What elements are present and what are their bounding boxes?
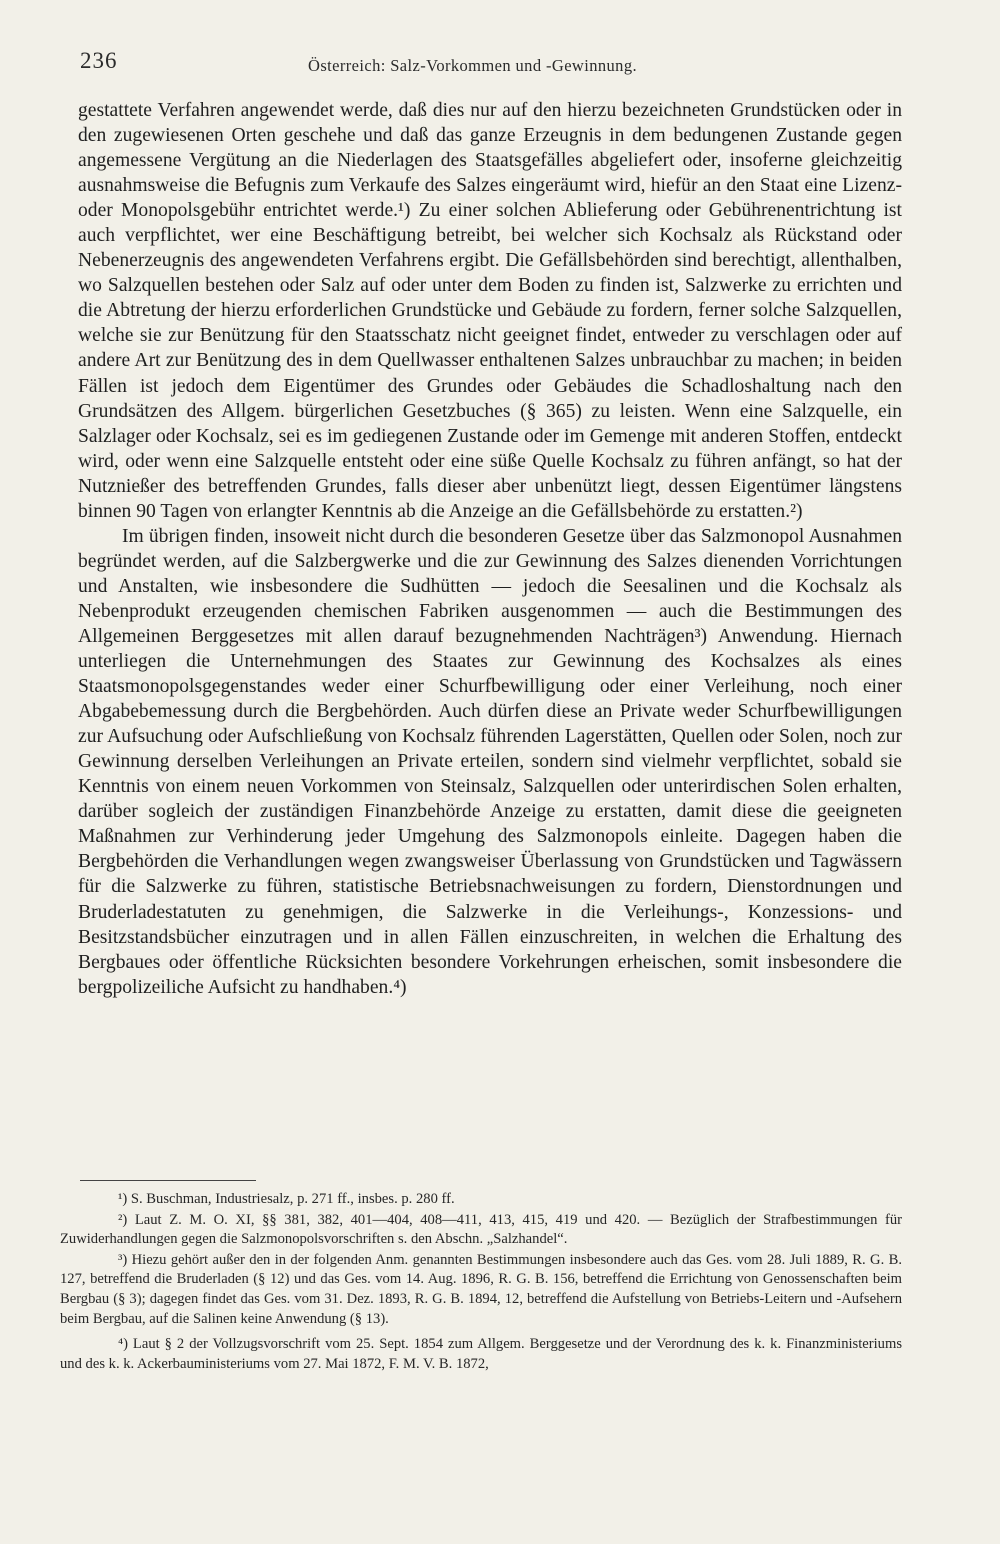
paragraph: Im übrigen finden, insoweit nicht durch die besonderen Gesetze über das Salzmonopol Ausnahmen begründet werden, auf die Salzbergwerke und die zur Gewinnung des Salzes dienenden Vorrichtungen und Anstalten, wie insbesondere die Sudhütten — jedoch die Seesalinen und die Kochsalz als Nebenprodukt erzeugenden chemischen Fabriken ausgenommen — auch die Bestimmungen des Allgemeinen Berggesetzes mit allen darauf bezugnehmenden Nachträgen³) Anwendung. Hiernach unterliegen die Unternehmungen des Staates zur Gewinnung des Kochsalzes als eines Staatsmonopolsgegenstandes weder einer Schurfbewilligung oder einer Verleihung, noch einer Abgabebemessung durch die Bergbehörden. Auch dürfen diese an Private weder Schurfbewilligungen zur Aufsuchung oder Aufschließung von Kochsalz führenden Lagerstätten, Quellen oder Solen, noch zur Gewinnung derselben Verleihungen an Private erteilen, sondern sind vielmehr verpflichtet, sobald sie Kenntnis von einem neuen Vorkommen von Steinsalz, Salzquellen oder unterirdischen Solen erhalten, darüber sogleich der zuständigen Finanzbehörde Anzeige zu erstatten, damit diese die geeigneten Maßnahmen zur Verhinderung jeder Umgehung des Salzmonopols einleite. Dagegen haben die Bergbehörden die Verhandlungen wegen zwangsweiser Überlassung von Grundstücken und Tagwässern für die Salzwerke zu führen, statistische Betriebsnachweisungen zu fordern, Dienstordnungen und Bruderladestatuten zu genehmigen, die Salzwerke in die Verleihungs-, Konzessions- und Besitzstandsbücher einzutragen und in allen Fällen einzuschreiten, in welchen die Erhaltung des Bergbaues oder öffentliche Rücksichten besondere Vorkehrungen erheischen, somit insbesondere die bergpolizeiliche Aufsicht zu handhaben.⁴) [78,525,902,998]
footnotes [60,1190,902,1374]
footnote-4: ⁴) Laut § 2 der Vollzugsvorschrift vom 25. Sept. 1854 zum Allgem. Berggesetze und der Verordnung des k. k. Finanzministeriums und des k. k. Ackerbauministeriums vom 27. Mai 1872, F. M. V. B. 1872, [60,1336,902,1372]
page-header [80,48,900,82]
footnote-3: ³) Hiezu gehört außer den in der folgenden Anm. genannten Bestimmungen insbesondere auch das Ges. vom 28. Juli 1889, R. G. B. 127, betreffend die Bruderladen (§ 12) und das Ges. vom 14. Aug. 1896, R. G. B. 156, betreffend die Errichtung von Genossenschaften beim Bergbau (§ 3); dagegen findet das Ges. vom 31. Dez. 1893, R. G. B. 1894, 12, betreffend die Aufstellung von Betriebs-Leitern und -Aufsehern beim Bergbau, auf die Salinen keine Anwendung (§ 13). [60,1251,902,1327]
footnote-1: ¹) S. Buschman, Industriesalz, p. 271 ff., insbes. p. 280 ff. [118,1191,455,1207]
paragraph: gestattete Verfahren angewendet werde, daß dies nur auf den hierzu bezeichneten Grundstücken oder in den zugewiesenen Orten geschehe und daß das ganze Erzeugnis in dem bedungenen Zustande gegen angemessene Vergütung an die Niederlagen des Staatsgefälles abgeliefert oder, insoferne gleichzeitig ausnahmsweise die Befugnis zum Verkaufe des Salzes eingeräumt wird, hiefür an den Staat eine Lizenz- oder Monopolsgebühr entrichtet werde.¹) Zu einer solchen Ablieferung oder Gebührenentrichtung ist auch verpflichtet, wer eine Beschäftigung betreibt, bei welcher sich Kochsalz als Rückstand oder Nebenerzeugnis des angewendeten Verfahrens ergibt. Die Gefällsbehörden sind berechtigt, allenthalben, wo Salzquellen bestehen oder Salz auf oder unter dem Boden zu finden ist, Salzwerke zu errichten und die Abtretung der hierzu erforderlichen Grundstücke und Gebäude zu fordern, ferner solche Salzquellen, welche sie zur Benützung für den Staatsschatz nicht geeignet findet, entweder zu verschlagen oder auf andere Art zur Benützung des in dem Quellwasser enthaltenen Salzes unbrauchbar zu machen; in beiden Fällen ist jedoch dem Eigentümer des Grundes oder Gebäudes die Schadloshaltung nach den Grundsätzen des Allgem. bürgerlichen Gesetzbuches (§ 365) zu leisten. Wenn eine Salzquelle, ein Salzlager oder Kochsalz, sei es im gediegenen Zustande oder im Gemenge mit anderen Stoffen, entdeckt wird, oder wenn eine Salzquelle entsteht oder eine süße Quelle Kochsalz zu führen anfängt, so hat der Nutznießer des betreffenden Grundes, falls dieser aber unbenützt liegt, dessen Eigentümer längstens binnen 90 Tagen von erlangter Kenntnis ab die Anzeige an die Gefällsbehörde zu erstatten.²) [78,100,902,522]
footnote-separator [80,1180,256,1181]
footnote-2: ²) Laut Z. M. O. XI, §§ 381, 382, 401—404, 408—411, 413, 415, 419 und 420. — Bezüglich der Strafbestimmungen für Zuwiderhandlungen gegen die Salzmonopolsvorschriften s. den Abschn. „Salzhandel“. [60,1211,902,1248]
page-number: 236 [80,48,118,73]
running-title: Österreich: Salz-Vorkommen und -Gewinnung. [308,56,638,75]
main-text [78,98,902,1000]
